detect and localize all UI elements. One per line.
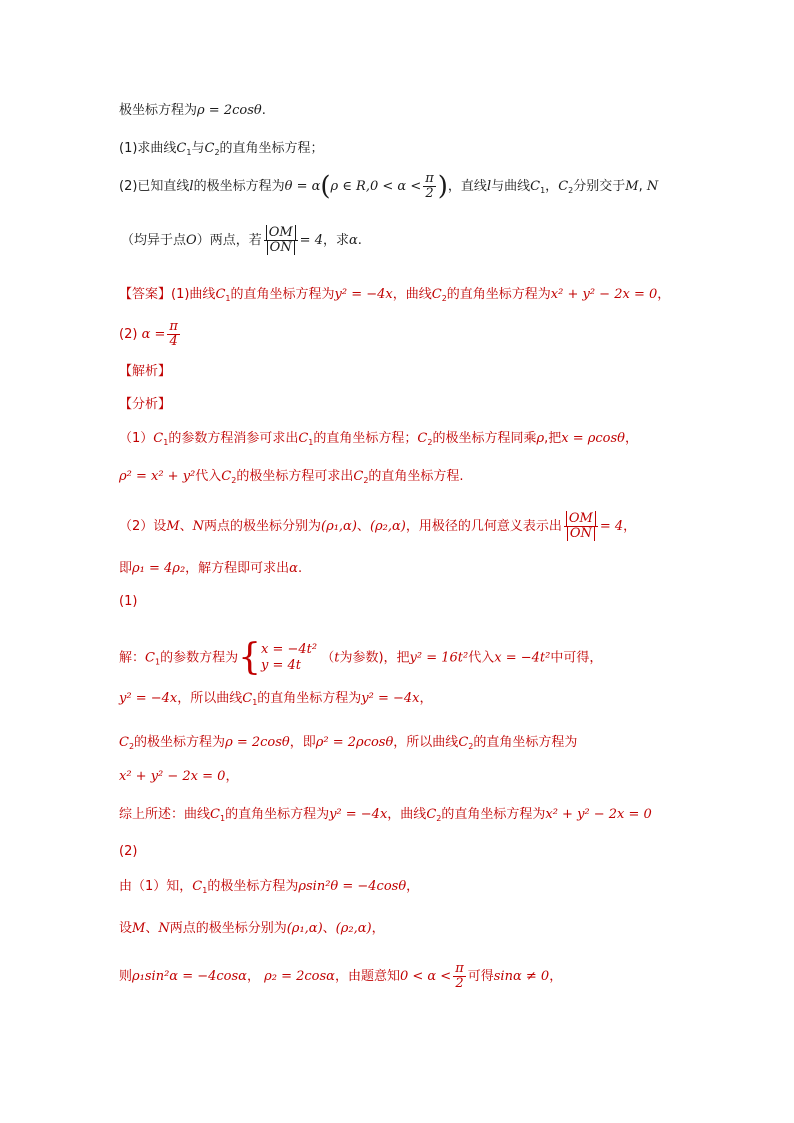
question-line-1: 极坐标方程为ρ = 2cosθ. xyxy=(119,103,266,118)
answer-line-2: (2) α = $\frac{\pi}{4}$ xyxy=(119,319,178,349)
solution-line-7: 设M、N两点的极坐标分别为(ρ₁,α)、(ρ₂,α)， xyxy=(119,921,385,936)
analysis-label: 【解析】 xyxy=(119,364,172,379)
solution-part2-label: (2) xyxy=(119,844,138,859)
solution-part1-label: (1) xyxy=(119,594,138,609)
question-part2: (2)已知直线l的极坐标方程为θ = α(ρ ∈ R,0 < α < $\frac{\pi}{2}$ )，直线l与曲线$C_1$，$C_2$分别交于M, N xyxy=(119,171,659,202)
solution-line-1: 解：$C_1$的参数方程为{ x = −4t² y = 4t （t为参数)，把y² = 16t²代入x = −4t²中可得， xyxy=(119,637,603,678)
question-part1: (1)求曲线$C_1$与$C_2$的直角坐标方程； xyxy=(119,141,324,157)
solution-line-2: y² = −4x，所以曲线$C_1$的直角坐标方程为y² = −4x， xyxy=(119,691,433,707)
solution-line-4: x² + y² − 2x = 0， xyxy=(119,769,239,784)
answer-line-1: 【答案】(1)曲线$C_1$的直角坐标方程为y² = −4x，曲线$C_2$的直角坐标方程为x² + y² − 2x = 0， xyxy=(119,287,671,303)
solution-line-8: 则ρ₁sin²α = −4cosα， ρ₂ = 2cosα，由题意知0 < α < $\frac{\pi}{2}$ 可得sinα ≠ 0， xyxy=(119,961,563,991)
question-part2-line2: （均异于点O）两点，若 $\frac{OM}{ON}$ = 4，求α. xyxy=(121,225,362,255)
analysis-p4: 即ρ₁ = 4ρ₂，解方程即可求出α. xyxy=(119,561,303,576)
analysis-p2: ρ² = x² + y²代入$C_2$的极坐标方程可求出$C_2$的直角坐标方程. xyxy=(119,469,464,485)
solution-line-6: 由（1）知，$C_1$的极坐标方程为ρsin²θ = −4cosθ， xyxy=(119,879,420,895)
analysis-p3: （2）设M、N两点的极坐标分别为(ρ₁,α)、(ρ₂,α)，用极径的几何意义表示出 $\frac{OM}{ON}$ = 4， xyxy=(119,511,637,541)
analysis-sub-label: 【分析】 xyxy=(119,397,172,412)
analysis-p1: $(1)C_1$的参数方程消参可求出$C_1$的直角坐标方程；$C_2$的极坐标方程同乘ρ,把x = ρcosθ， xyxy=(119,431,639,447)
solution-line-3: $C_2$的极坐标方程为ρ = 2cosθ，即ρ² = 2ρcosθ，所以曲线$C_2$的直角坐标方程为 xyxy=(119,735,578,751)
solution-line-5: 综上所述：曲线$C_1$的直角坐标方程为y² = −4x，曲线$C_2$的直角坐标方程为x² + y² − 2x = 0 xyxy=(119,807,652,823)
